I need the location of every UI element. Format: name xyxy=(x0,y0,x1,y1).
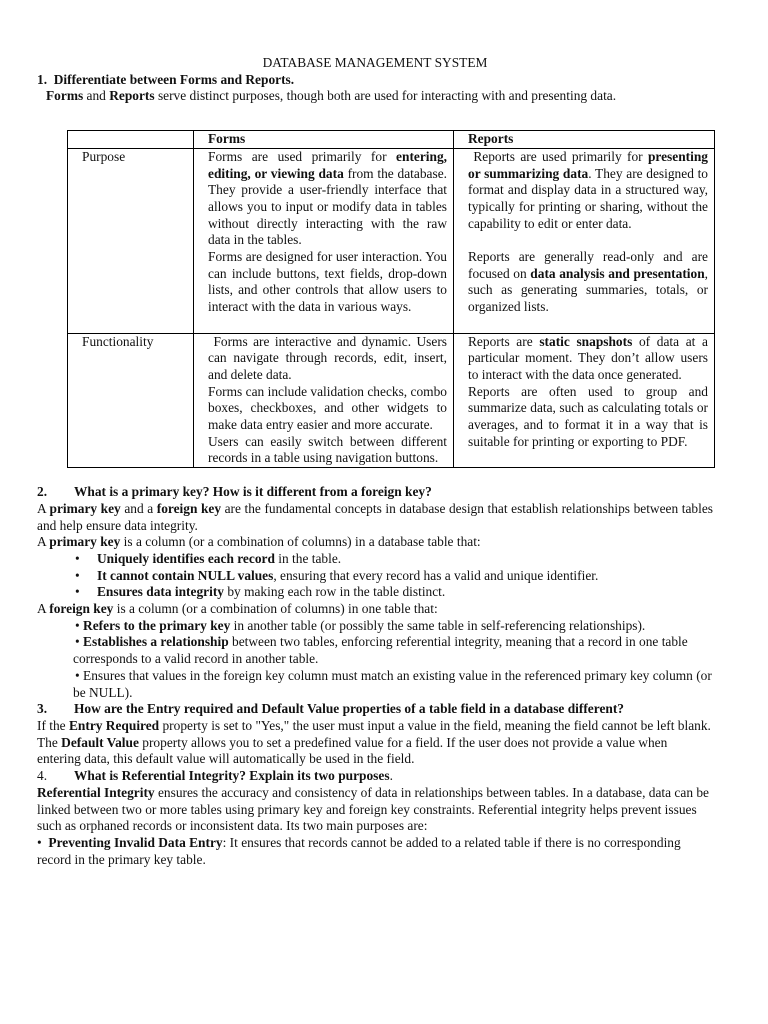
text-run: and a xyxy=(120,500,157,516)
question-4-text: What is Referential Integrity? Explain its two purposes xyxy=(74,768,390,784)
text-run: . They are designed to format and display data in a structured way, typically for printing or sharing, without the capability to edit or enter data. xyxy=(468,165,709,231)
intro-forms-term: Forms xyxy=(46,88,84,104)
text-run: are the fundamental concepts in database design that establish relationships between tables and help ensure data integrity. xyxy=(37,500,713,533)
bold-run: Uniquely identifies each record xyxy=(97,550,275,566)
table-header-empty xyxy=(68,131,194,149)
question-3-text: How are the Entry required and Default Value properties of a table field in a database different? xyxy=(74,701,625,717)
purpose-forms-paragraph-1 xyxy=(208,149,447,249)
foreign-key-definition xyxy=(37,601,713,618)
forms-reports-table xyxy=(67,130,715,468)
intro-text-1: and xyxy=(83,88,110,104)
text-run: from the database. They provide a user-friendly interface that allows you to input or modify data in tables without directly interacting with the raw data in the tables. xyxy=(208,165,447,248)
question-3-heading xyxy=(37,701,713,718)
bold-run: Establishes a relationship xyxy=(83,634,229,650)
functionality-forms-paragraph-2: Forms can include validation checks, combo boxes, checkboxes, and other widgets to make data entry easier and more accurate. xyxy=(208,383,447,433)
text-run: Reports are generally read-only and are focused on xyxy=(468,249,708,281)
question-1-text: Differentiate between Forms and Reports. xyxy=(53,71,295,87)
text-run: Ensures that values in the foreign key column must match an existing value in the referenced primary key column (or be NULL). xyxy=(73,667,712,700)
text-run: ensures the accuracy and consistency of data in relationships between tables. In a database, data can be linked between two or more tables using primary key and foreign key constraints. Referential integrity helps prevent issues such as orphaned records or inconsistent data. Its two main purposes are: xyxy=(37,784,710,834)
entry-required-paragraph xyxy=(37,718,713,735)
text-run: is a column (or a combination of columns) in one table that: xyxy=(113,601,438,617)
table-row-functionality xyxy=(68,333,715,468)
list-item: • Establishes a relationship between two tables, enforcing referential integrity, meaning that a record in one table corresponds to a valid record in another table. xyxy=(73,634,688,667)
list-item xyxy=(75,584,713,601)
question-4-heading xyxy=(37,768,713,785)
cell-functionality-forms xyxy=(194,333,454,468)
intro-text-2: serve distinct purposes, though both are used for interacting with and presenting data. xyxy=(154,88,617,104)
list-item xyxy=(75,568,713,585)
text-run: The xyxy=(37,734,62,750)
text-run: . xyxy=(389,768,393,784)
purpose-reports-paragraph-1 xyxy=(468,149,708,233)
cell-purpose-reports xyxy=(454,148,715,333)
table-row-purpose xyxy=(68,148,715,333)
question-1-intro xyxy=(46,88,713,105)
bold-run: presenting or summarizing data xyxy=(468,148,708,181)
text-run: property is set to "Yes," the user must input a value in the field, meaning the field cannot be left blank. xyxy=(159,718,711,733)
purpose-reports-paragraph-2 xyxy=(468,249,708,316)
table-header-reports: Reports xyxy=(454,131,715,149)
bold-run: primary key xyxy=(49,500,121,516)
text-run: If the xyxy=(37,718,69,733)
document-title xyxy=(37,55,713,72)
bold-run: Preventing Invalid Data Entry xyxy=(48,834,223,850)
question-2-text: What is a primary key? How is it different from a foreign key? xyxy=(74,484,432,500)
bold-run: data analysis and presentation xyxy=(530,265,705,281)
text-run: A xyxy=(37,500,50,516)
functionality-reports-paragraph-1 xyxy=(468,334,708,384)
question-2-heading xyxy=(37,484,713,501)
text-run: is a column (or a combination of columns) in a database table that: xyxy=(120,534,481,550)
text-run: between two tables, enforcing referential integrity, meaning that a record in one table corresponds to a valid record in another table. xyxy=(73,634,688,667)
list-item: • Refers to the primary key in another table (or possibly the same table in self-referencing relationships). xyxy=(75,617,646,633)
text-run: Reports are xyxy=(468,333,540,349)
question-2-intro xyxy=(37,501,713,534)
bold-run: static snapshots xyxy=(539,333,633,349)
cell-functionality-reports xyxy=(454,333,715,468)
row-label-functionality: Functionality xyxy=(68,333,194,468)
text-run: property allows you to set a predefined value for a field. If the user does not provide a value when entering data, this default value will automatically be used in the field. xyxy=(37,734,668,767)
table-header-row xyxy=(68,131,715,149)
text-run: of data at a particular moment. They don’t allow users to interact with the data once generated. xyxy=(468,333,708,382)
question-2-number: 2. xyxy=(37,484,48,500)
bold-run: primary key xyxy=(49,534,121,550)
bold-run: foreign key xyxy=(156,500,222,516)
list-item: • Preventing Invalid Data Entry: It ensures that records cannot be added to a related table if there is no corresponding record in the primary key table. xyxy=(37,834,681,867)
referential-integrity-paragraph xyxy=(37,785,713,835)
text-run: A xyxy=(37,534,50,550)
functionality-reports-paragraph-2: Reports are often used to group and summarize data, such as calculating totals or averages, and to format it in a way that is suitable for printing or exporting to PDF. xyxy=(468,383,708,449)
primary-key-definition xyxy=(37,534,713,551)
bold-run: It cannot contain NULL values xyxy=(97,567,274,583)
text-run: : It ensures that records cannot be added to a related table if there is no corresponding record in the primary key table. xyxy=(37,834,681,867)
question-1-number: 1. xyxy=(37,71,48,87)
text-run: Forms are used primarily for xyxy=(208,148,397,164)
question-4-number: 4. xyxy=(37,768,48,784)
bold-run: Refers to the primary key xyxy=(83,617,231,633)
text-run: , ensuring that every record has a valid and unique identifier. xyxy=(273,567,599,583)
text-run: Reports are used primarily for xyxy=(468,148,648,164)
text-run: by making each row in the table distinct. xyxy=(223,584,446,600)
referential-integrity-list xyxy=(37,835,713,868)
list-item: • Ensures that values in the foreign key column must match an existing value in the referenced primary key column (or be NULL). xyxy=(73,667,712,700)
functionality-forms-paragraph-3: Users can easily switch between different records in a table using navigation buttons. xyxy=(208,433,447,466)
document-page xyxy=(37,55,713,868)
bold-run: foreign key xyxy=(49,601,114,617)
document-title-text: DATABASE MANAGEMENT SYSTEM xyxy=(262,55,488,70)
bold-run: Default Value xyxy=(61,734,139,750)
bold-run: Referential Integrity xyxy=(37,784,155,800)
table-header-forms: Forms xyxy=(194,131,454,149)
default-value-paragraph xyxy=(37,735,713,768)
foreign-key-list xyxy=(37,618,713,702)
text-run: A xyxy=(37,601,50,617)
primary-key-list xyxy=(37,551,713,601)
text-run: in the table. xyxy=(274,550,342,566)
question-3-number: 3. xyxy=(37,701,48,717)
cell-purpose-forms xyxy=(194,148,454,333)
text-run: in another table (or possibly the same table in self-referencing relationships). xyxy=(230,617,646,633)
purpose-forms-paragraph-2: Forms are designed for user interaction. You can include buttons, text fields, drop-down lists, and other controls that allow users to interact with the data in various ways. xyxy=(208,249,447,315)
bold-run: Entry Required xyxy=(68,718,160,733)
functionality-forms-paragraph-1: Forms are interactive and dynamic. Users can navigate through records, edit, insert, and delete data. xyxy=(208,333,447,382)
bold-run: Ensures data integrity xyxy=(97,584,224,600)
intro-reports-term: Reports xyxy=(109,88,155,104)
row-label-purpose: Purpose xyxy=(68,148,194,333)
list-item xyxy=(75,551,713,568)
question-1-heading xyxy=(37,72,713,89)
text-run: , such as generating summaries, totals, or organized lists. xyxy=(468,265,708,315)
bold-run: entering, editing, or viewing data xyxy=(208,148,447,181)
